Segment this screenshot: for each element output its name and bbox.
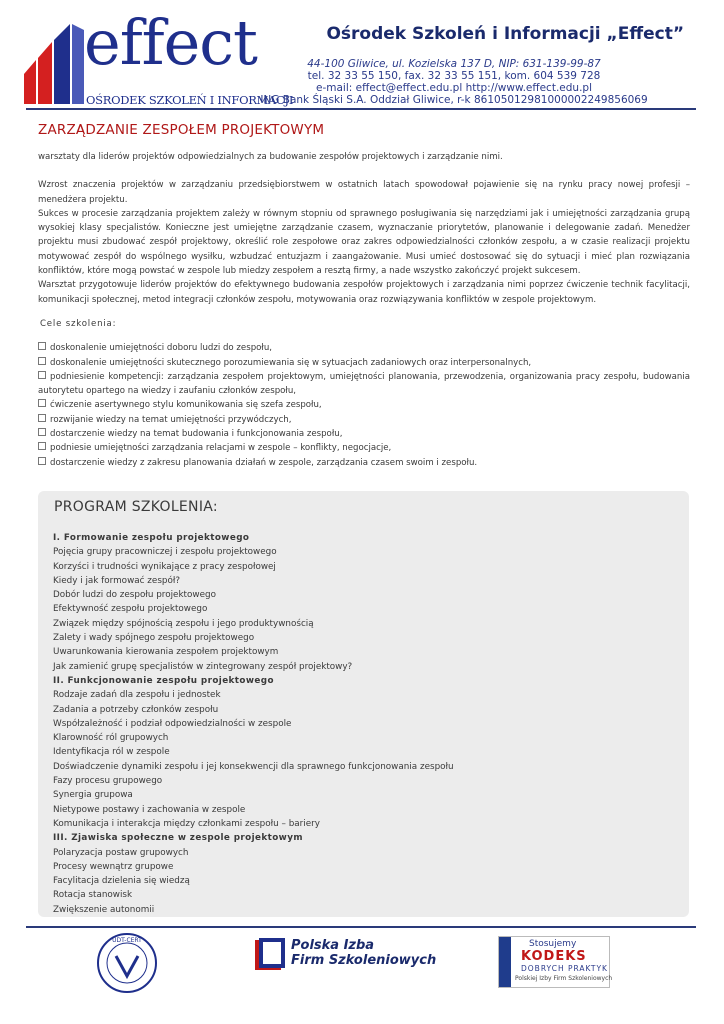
program-item: Pojęcia grupy pracowniczej i zespołu projektowego xyxy=(53,547,277,558)
checkbox-icon xyxy=(38,399,46,407)
seal-text: UDT-CERT xyxy=(112,937,142,944)
program-item: Uwarunkowania kierowania zespołem projektowym xyxy=(53,647,279,658)
phone: tel. 32 33 55 150, fax. 32 33 55 151, kom. 604 539 728 xyxy=(307,70,601,82)
kodeks-badge xyxy=(498,936,613,988)
program-item: Komunikacja i interakcja między członkami zespołu – bariery xyxy=(53,818,320,829)
program-item: Zadania a potrzeby członków zespołu xyxy=(53,704,219,715)
program-item: Klarowność ról grupowych xyxy=(53,733,169,744)
program-title: PROGRAM SZKOLENIA: xyxy=(54,499,218,515)
checkbox-icon xyxy=(38,371,46,379)
pif-logo xyxy=(253,936,437,976)
checkbox-icon xyxy=(38,342,46,350)
book-icon xyxy=(253,936,287,972)
intro-text: warsztaty dla liderów projektów odpowiedzialnych za budowanie zespołów projektowych i zarządzanie nimi. xyxy=(38,152,503,162)
paragraph-2: Sukces w procesie zarządzania projektem zależy w równym stopniu od sprawnego posługiwania się narzędziami jak i umiejętności zarządzania grupą wysokiej klasy specjalistów. Konieczne jest umiejętne zarządzanie czasem, wyznaczanie priorytetów, planowanie i delegowanie zadań. Menedżer projektu musi zbudować zespół projektowy, określić role zespołowe oraz zakres odpowiedzialności członków zespołu, a w czasie realizacji projektu motywować zespół do wspólnego wysiłku, wzbudzać entuzjazm i zaangażowanie. Musi umieć dostosować się do sytuacji i mieć plan rozwiązania konfliktów, które mogą powstać w zespole lub miedzy zespołem a resztą firmy, a nade wszystko zakończyć projekt sukcesem. xyxy=(38,208,690,277)
checkbox-icon xyxy=(38,457,46,465)
logo-wordmark: effect xyxy=(84,6,257,79)
goal-item: podniesienie kompetencji: zarządzania zespołem projektowym, umiejętności planowania, przewodzenia, organizowania pracy zespołu, budowania autorytetu opartego na wiedzy i zaufaniu członków zespołu, xyxy=(38,371,690,397)
document-title: ZARZĄDZANIE ZESPOŁEM PROJEKTOWYM xyxy=(38,122,325,138)
program-item: Związek między spójnością zespołu i jego produktywnością xyxy=(53,618,314,629)
program-item: Kiedy i jak formować zespół? xyxy=(53,575,181,586)
document-body xyxy=(38,150,690,470)
program-section-heading: II. Funkcjonowanie zespołu projektowego xyxy=(53,675,274,686)
kodeks-line3: DOBRYCH PRAKTYK xyxy=(521,964,608,973)
kodeks-line1: Stosujemy xyxy=(529,939,577,949)
program-item: Efektywność zespołu projektowego xyxy=(53,604,208,615)
program-item: Jak zamienić grupę specjalistów w zintegrowany zespół projektowy? xyxy=(53,661,353,672)
pif-line1: Polska Izba xyxy=(291,938,375,953)
program-section-heading: III. Zjawiska społeczne w zespole projektowym xyxy=(53,833,303,844)
checkbox-icon xyxy=(38,428,46,436)
paragraph-1: Wzrost znaczenia projektów w zarządzaniu przedsiębiorstwem w ostatnich latach spowodował pojawienie się na rynku pracy nowej profesji – menedżera projektu. xyxy=(38,180,690,205)
bank-account: ING Bank Śląski S.A. Oddział Gliwice, r-k 86105012981000002249856069 xyxy=(260,94,648,106)
goals-list xyxy=(38,341,690,470)
logo-bars-icon xyxy=(22,24,92,104)
program-panel xyxy=(38,491,689,917)
effect-logo xyxy=(22,6,294,110)
checkbox-icon xyxy=(38,414,46,422)
program-item: Synergia grupowa xyxy=(53,790,133,801)
address: 44-100 Gliwice, ul. Kozielska 137 D, NIP: 631-139-99-87 xyxy=(307,58,601,70)
program-item: Nietypowe postawy i zachowania w zespole xyxy=(53,804,246,815)
goal-item: podniesie umiejętności zarządzania relacjami w zespole – konflikty, negocjacje, xyxy=(38,441,690,455)
checkbox-icon xyxy=(38,442,46,450)
kodeks-strip xyxy=(499,937,511,987)
goal-item: dostarczenie wiedzy na temat budowania i funkcjonowania zespołu, xyxy=(38,427,690,441)
goal-item: doskonalenie umiejętności doboru ludzi do zespołu, xyxy=(38,341,690,355)
goals-heading: Cele szkolenia: xyxy=(40,318,117,329)
checkbox-icon xyxy=(38,357,46,365)
kodeks-line2: KODEKS xyxy=(521,949,587,964)
letterhead xyxy=(0,0,724,112)
header-divider xyxy=(26,108,696,110)
program-section-heading: I. Formowanie zespołu projektowego xyxy=(53,533,250,543)
pif-line2: Firm Szkoleniowych xyxy=(291,953,437,968)
paragraph-3: Warsztat przygotowuje liderów projektów do efektywnego budowania zespołów projektowych i zarządzania nimi poprzez ćwiczenie technik facylitacji, komunikacji społecznej, metod integracji członków zespołu, motywowania oraz rozwiązywania konfliktów w zespole projektowym. xyxy=(38,280,690,305)
udt-cert-seal-icon xyxy=(96,932,158,994)
program-item: Identyfikacja ról w zespole xyxy=(53,747,170,758)
program-item: Współzależność i podział odpowiedzialności w zespole xyxy=(53,718,292,729)
company-name: Ośrodek Szkoleń i Informacji „Effect” xyxy=(326,24,684,44)
goal-item: rozwijanie wiedzy na temat umiejętności przywódczych, xyxy=(38,413,690,427)
program-item: Doświadczenie dynamiki zespołu i jej konsekwencji dla sprawnego funkcjonowania zespołu xyxy=(53,761,454,772)
program-item: Rodzaje zadań dla zespołu i jednostek xyxy=(53,690,221,701)
program-item: Fazy procesu grupowego xyxy=(53,776,163,787)
kodeks-line4: Polskiej Izby Firm Szkoleniowych xyxy=(515,975,613,982)
goal-item: ćwiczenie asertywnego stylu komunikowania się szefa zespołu, xyxy=(38,398,690,412)
goal-item: doskonalenie umiejętności skutecznego porozumiewania się w sytuacjach zadaniowych oraz interpersonalnych, xyxy=(38,356,690,370)
program-item: Facylitacja dzielenia się wiedzą xyxy=(53,876,190,887)
program-item: Zalety i wady spójnego zespołu projektowego xyxy=(53,633,255,644)
program-item: Zwiększenie autonomii xyxy=(53,904,155,915)
contact-block xyxy=(244,58,664,106)
footer-logos xyxy=(0,928,724,1024)
goal-item: dostarczenie wiedzy z zakresu planowania działań w zespole, zarządzania czasem swoim i zespołu. xyxy=(38,456,690,470)
logo-subtitle: OŚRODEK SZKOLEŃ I INFORMACJI xyxy=(86,93,294,107)
email-www[interactable]: e-mail: effect@effect.edu.pl http://www.effect.edu.pl xyxy=(316,82,592,94)
program-item: Procesy wewnątrz grupowe xyxy=(53,861,174,872)
program-item: Korzyści i trudności wynikające z pracy zespołowej xyxy=(53,561,276,572)
program-list xyxy=(53,531,673,917)
program-item: Rotacja stanowisk xyxy=(53,890,133,901)
program-item: Dobór ludzi do zespołu projektowego xyxy=(53,590,216,601)
program-item: Polaryzacja postaw grupowych xyxy=(53,847,189,858)
